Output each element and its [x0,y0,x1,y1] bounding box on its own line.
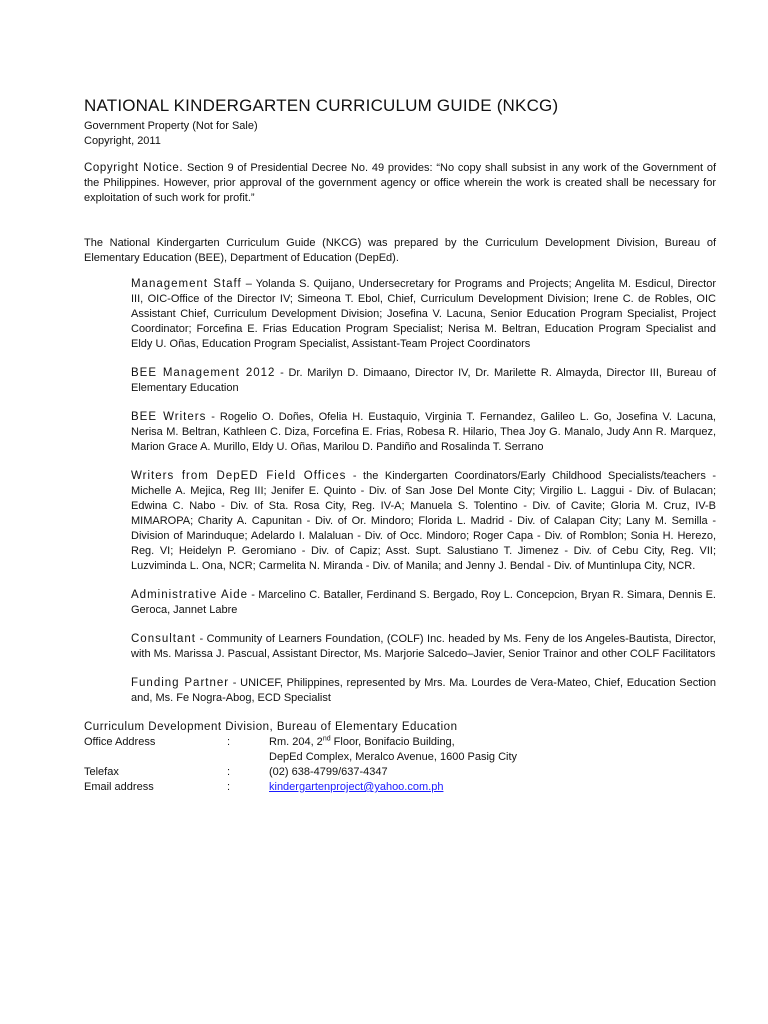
office-address-building: Floor, Bonifacio Building, [330,736,455,748]
office-address-label: Office Address [84,736,156,748]
property-note: Government Property (Not for Sale) [84,120,258,132]
credit-text: - Community of Learners Foundation, (COLF) Inc. headed by Ms. Feny de los Angeles-Bautista, Director, with Ms. Marissa J. Pascual, Assistant Director, Ms. Marjorie Salcedo–Javier, Senior Trainor and other COLF Facilitators [131,633,716,660]
credit-field-writers [131,469,716,574]
credit-label: Funding Partner [131,677,230,689]
email-link[interactable]: kindergartenproject@yahoo.com.ph [269,781,444,793]
credit-administrative-aide [131,588,716,618]
colon: : [227,736,231,748]
credit-bee-management [131,366,716,396]
credit-label: Management Staff [131,278,242,290]
contact-block [84,720,716,795]
credit-bee-writers [131,410,716,455]
copyright-notice-text: Section 9 of Presidential Decree No. 49 provides: “No copy shall subsist in any work of the Government of the Philippines. However, prior approval of the government agency or office wherein the work is created shall be necessary for exploitation of such work for profit.” [84,162,717,204]
telefax-label: Telefax [84,766,119,778]
credit-text: - the Kindergarten Coordinators/Early Childhood Specialists/teachers - Michelle A. Mejica, Reg III; Jenifer E. Quinto - Div. of San Jose Del Monte City; Virgilio L. Laggui - Div. of Bulacan; Edwina C. Nabo - Div. of Sta. Rosa City, Reg. IV-A; Manuela S. Tolentino - Div. of Cavite; Gloria M. Cruz, IV-B MIMAROPA; Charity A. Capunitan - Div. of Or. Mindoro; Florida L. Madrid - Div. of Calapan City; Lany M. Semilla - Division of Marinduque; Adelardo I. Malaluan - Div. of Occ. Mindoro; Roger Capa - Div. of Romblon; Sonia H. Herezo, Reg. VI; Heidelyn P. Geromiano - Div. of Capiz; Asst. Supt. Salustiano T. Jimenez - Div. of Cebu City, Reg. VII; Luzviminda L. Ona, NCR; Carmelita N. Miranda - Div. of Manila; and Jenny J. Bendal - Div. of Muntinlupa City, NCR. [131,470,716,572]
credit-text: – Yolanda S. Quijano, Undersecretary for Programs and Projects; Angelita M. Esdicul, Director III, OIC-Office of the Director IV; Simeona T. Ebol, Chief, Curriculum Development Division; Irene C. de Robles, OIC Assistant Chief, Curriculum Development Division; Josefina V. Lacuna, Senior Education Program Specialist, Project Coordinator; Forcefina E. Frias Education Program Specialist; Nerisa M. Beltran, Education Program Specialist and Eldy U. Oñas, Education Program Specialist, Assistant-Team Project Coordinators [131,278,717,350]
email-label: Email address [84,781,154,793]
document-page [84,96,716,795]
credits-list [131,277,716,706]
colon: : [227,781,231,793]
credit-text: - Rogelio O. Doñes, Ofelia H. Eustaquio, Virginia T. Fernandez, Galileo L. Go, Josefina V. Lacuna, Nerisa M. Beltran, Kathleen C. Diza, Forcefina E. Frias, Robesa R. Hilario, Thea Joy G. Manalo, Judy Ann R. Marquez, Marion Grace A. Murillo, Eldy U. Oñas, Marilou D. Pandiño and Rosalinda T. Serrano [131,411,716,453]
credit-label: Writers from DepED Field Offices [131,470,347,482]
telefax-row [84,765,716,780]
ordinal-suffix: nd [322,735,331,743]
intro-paragraph: The National Kindergarten Curriculum Guide (NKCG) was prepared by the Curriculum Development Division, Bureau of Elementary Education (BEE), Department of Education (DepEd). [84,237,716,264]
credit-funding-partner [131,676,716,706]
document-title: NATIONAL KINDERGARTEN CURRICULUM GUIDE (NKCG) [84,96,559,115]
telefax-value: (02) 638-4799/637-4347 [269,766,388,778]
credit-label: BEE Writers [131,411,207,423]
credit-consultant [131,632,716,662]
credit-text: - UNICEF, Philippines, represented by Mrs. Ma. Lourdes de Vera-Mateo, Chief, Education Section and, Ms. Fe Nogra-Abog, ECD Specialist [131,677,716,704]
credit-text: - Dr. Marilyn D. Dimaano, Director IV, Dr. Marilette R. Almayda, Director III, Bureau of Elementary Education [131,367,717,394]
office-address-line2: DepEd Complex, Meralco Avenue, 1600 Pasig City [269,751,518,763]
credit-label: BEE Management 2012 [131,367,276,379]
credit-label: Consultant [131,633,196,645]
division-heading: Curriculum Development Division, Bureau of Elementary Education [84,721,458,733]
credit-text: - Marcelino C. Bataller, Ferdinand S. Bergado, Roy L. Concepcion, Bryan R. Simara, Dennis E. Geroca, Jannet Labre [131,589,716,616]
copyright-notice-label: Copyright Notice. [84,162,184,174]
colon: : [227,766,231,778]
office-address-row [84,735,716,750]
copyright-year: Copyright, 2011 [84,135,161,147]
copyright-notice [84,161,716,206]
office-address-room: Rm. 204, 2 [269,736,323,748]
credit-management-staff [131,277,716,352]
office-address-line1 [269,735,716,750]
office-address-row-2 [84,750,716,765]
credit-label: Administrative Aide [131,589,249,601]
email-row [84,780,716,795]
